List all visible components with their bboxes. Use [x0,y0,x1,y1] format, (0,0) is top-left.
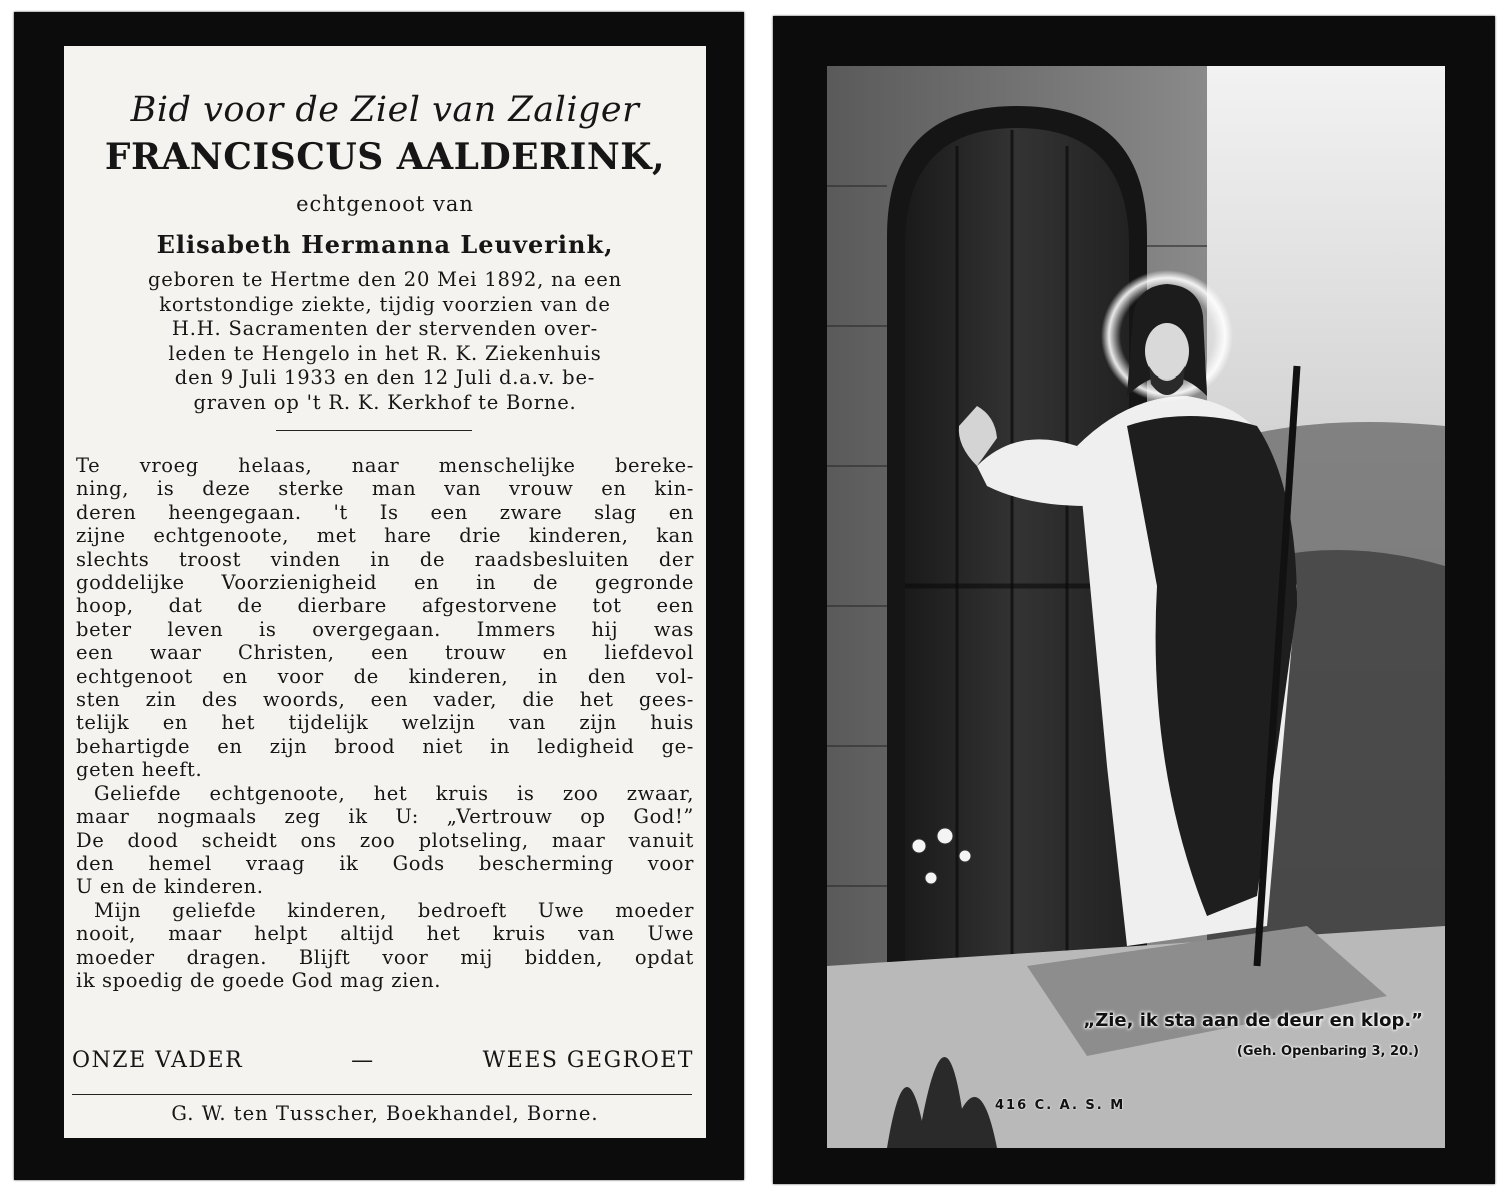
text-line: hoop, dat de dierbare afgestorvene tot een [76,594,694,618]
divider-short [276,430,472,431]
memorial-card-text-side [14,12,744,1180]
text-line: maar nogmaals zeg ik U: „Vertrouw op God!” [76,805,694,829]
deceased-name: FRANCISCUS AALDERINK, [104,136,666,178]
text-line: nooit, maar helpt altijd het kruis van Uwe [76,922,694,946]
caption-reference: (Geh. Openbaring 3, 20.) [1236,1044,1419,1059]
printer-imprint: G. W. ten Tusscher, Boekhandel, Borne. [171,1102,599,1125]
devotional-picture [827,66,1445,1148]
christ-knocking-illustration [827,66,1445,1148]
memorial-text [76,454,694,992]
print-code: 416 C. A. S. M [995,1098,1126,1113]
prayer-onze-vader: ONZE VADER [72,1048,244,1073]
text-line: slechts troost vinden in de raadsbesluiten der [76,547,694,571]
prayer-dash: — [351,1048,375,1073]
bio-line: leden te Hengelo in het R. K. Ziekenhuis [168,341,602,365]
spouse-label: echtgenoot van [296,192,474,216]
memorial-card-picture-side [773,16,1495,1184]
text-panel [64,46,706,1138]
text-line: telijk en het tijdelijk welzijn van zijn huis [76,711,694,735]
prayer-line [72,1048,694,1073]
bio-line: graven op 't R. K. Kerkhof te Borne. [193,390,577,414]
divider-long [72,1094,692,1095]
prayer-wees-gegroet: WEES GEGROET [482,1048,694,1073]
text-line: behartigde en zijn brood niet in ledigheid ge- [76,734,694,758]
text-line: zijne echtgenoote, met hare drie kinderen, kan [76,524,694,548]
picture-caption: „Zie, ik sta aan de deur en klop.” [1083,1010,1423,1031]
bio-line: H.H. Sacramenten der stervenden over- [171,317,599,341]
text-line: Te vroeg helaas, naar menschelijke bereke- [76,454,694,477]
spouse-name: Elisabeth Hermanna Leuverink, [156,230,614,259]
bio-line: den 9 Juli 1933 en den 12 Juli d.a.v. be- [174,366,596,390]
text-line: U en de kinderen. [76,875,264,899]
text-line: De dood scheidt ons zoo plotseling, maar vanuit [76,828,694,852]
bio-line: kortstondige ziekte, tijdig voorzien van de [159,292,611,316]
biography [72,268,698,416]
text-line: goddelijke Voorzienigheid en in de gegronde [76,571,694,595]
card-title: Bid voor de Ziel van Zaliger [130,90,640,130]
text-line: sten zin des woords, een vader, die het gees- [76,688,694,712]
text-line: beter leven is overgegaan. Immers hij was [76,617,694,641]
text-line: echtgenoot en voor de kinderen, in den vol- [76,664,694,688]
text-line: een waar Christen, een trouw en liefdevol [76,641,694,665]
text-line: ning, is deze sterke man van vrouw en kin- [76,477,694,501]
text-line: Mijn geliefde kinderen, bedroeft Uwe moeder [94,898,694,922]
text-line: geten heeft. [76,758,203,782]
bio-line: geboren te Hertme den 20 Mei 1892, na een [148,268,622,291]
text-line: deren heengegaan. 't Is een zware slag en [76,500,694,524]
text-line: ik spoedig de goede God mag zien. [76,968,442,992]
text-line: moeder dragen. Blijft voor mij bidden, opdat [76,945,694,969]
text-line: Geliefde echtgenoote, het kruis is zoo zwaar, [94,781,694,805]
text-line: den hemel vraag ik Gods bescherming voor [76,851,694,875]
